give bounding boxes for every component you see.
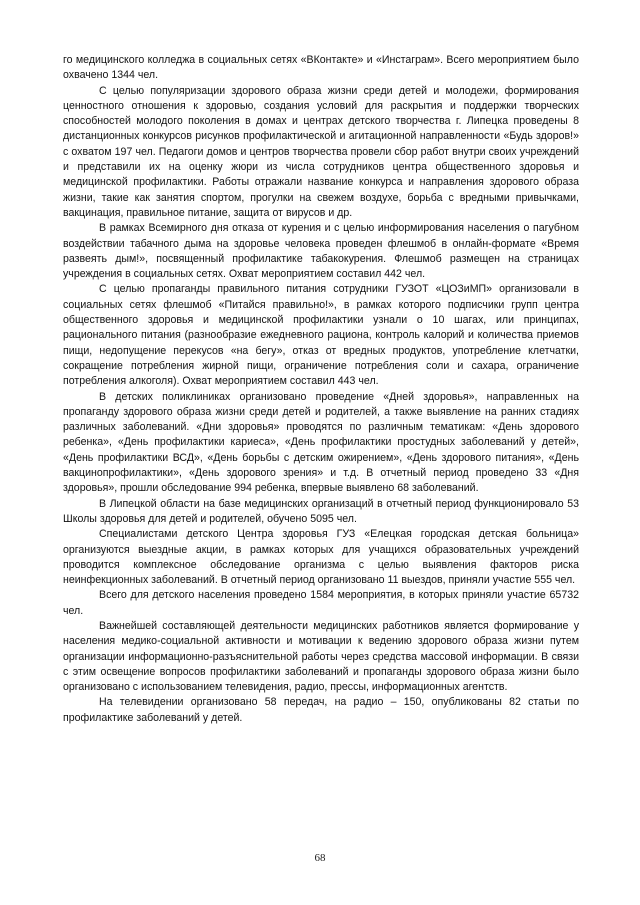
paragraph-health-schools: В Липецкой области на базе медицинских организаций в отчетный период функционировало 53 Школы здоровья для детей и родителей, обучено 5095 чел. xyxy=(63,497,579,525)
paragraph-total-events: Всего для детского населения проведено 1584 мероприятия, в которых приняли участие 65732 чел. xyxy=(63,589,579,617)
paragraph-tv-radio: На телевидении организовано 58 передач, на радио – 150, опубликованы 82 статьи по профилактике заболеваний у детей. xyxy=(63,696,579,724)
paragraph-health-days: В детских поликлиниках организовано проведение «Дней здоровья», направленных на пропаганду здорового образа жизни среди детей и родителей, а также выявление на ранних стадиях различных заболеваний. «Дни здоровья» проводятся по различным тематикам: «День здорового ребенка», «День профилактики кариеса», «День профилактики простудных заболеваний у детей», «День профилактики ВСД», «День борьбы с детским ожирением», «День здорового питания», «День вакцинопрофилактики», «День здорового зрения» и т.д. В отчетный период проведено 33 «Дня здоровья», прошли обследование 994 ребенка, впервые выявлено 68 заболеваний. xyxy=(63,390,579,495)
paragraph-no-smoking-day: В рамках Всемирного дня отказа от курения и с целью информирования населения о пагубном воздействии табачного дыма на здоровье человека проведен флешмоб в онлайн-формате «Время развеять дым!», посвященный профилактике табакокурения. Флешмоб размещен на страницах учреждения в социальных сетях. Охват мероприятием составил 442 чел. xyxy=(63,222,579,281)
paragraph-media-work: Важнейшей составляющей деятельности медицинских работников является формирование у населения медико-социальной активности и мотивации к ведению здорового образа жизни путем организации информационно-разъяснительной работы через средства массовой информации. В связи с этим освещение вопросов профилактики заболеваний и пропаганды здорового образа жизни было организовано с использованием телевидения, радио, прессы, информационных агентств. xyxy=(63,619,579,694)
page-number: 68 xyxy=(314,852,326,864)
paragraph-continuation: го медицинского колледжа в социальных сетях «ВКонтакте» и «Инстаграм». Всего мероприятием было охвачено 1344 чел. xyxy=(63,54,579,82)
paragraph-drawing-contests: С целью популяризации здорового образа жизни среди детей и молодежи, формирования ценностного отношения к здоровью, создания условий для раскрытия и поддержки творческих способностей молодого поколения в домах и центрах детского творчества г. Липецка проведены 8 дистанционных конкурсов рисунков профилактической и агитационной направленности «Будь здоров!» с охватом 197 чел. Педагоги домов и центров творчества провели сбор работ внутри своих учреждений и представили их на оценку жюри из числа сотрудников центра общественного здоровья и медицинской профилактики. Работы отражали название конкурса и направления здорового образа жизни, такие как занятия спортом, прогулки на свежем воздухе, борьба с вредными привычками, вакцинация, правильное питание, защита от вирусов и др. xyxy=(63,84,579,219)
paragraph-field-actions: Специалистами детского Центра здоровья ГУЗ «Елецкая городская детская больница» организуются выездные акции, в рамках которых для учащихся образовательных учреждений проводится комплексное обследование организма с целью выявления факторов риска неинфекционных заболеваний. В отчетный период организовано 11 выездов, приняли участие 555 чел. xyxy=(63,528,579,587)
document-body xyxy=(63,53,579,726)
paragraph-healthy-eating: С целью пропаганды правильного питания сотрудники ГУЗОТ «ЦОЗиМП» организовали в социальных сетях флешмоб «Питайся правильно!», в рамках которого подписчики групп центра общественного здоровья и медицинской профилактики узнали о 10 шагах, или принципах, рационального питания (разнообразие ежедневного рациона, контроль калорий и количества приемов пищи, недопущение перекусов «на бегу», отказ от вредных продуктов, употребление клетчатки, сокращение потребления жирной пищи, ограничение потребления соли и сахара, ограничение потребления алкоголя). Охват мероприятием составил 443 чел. xyxy=(63,283,579,388)
